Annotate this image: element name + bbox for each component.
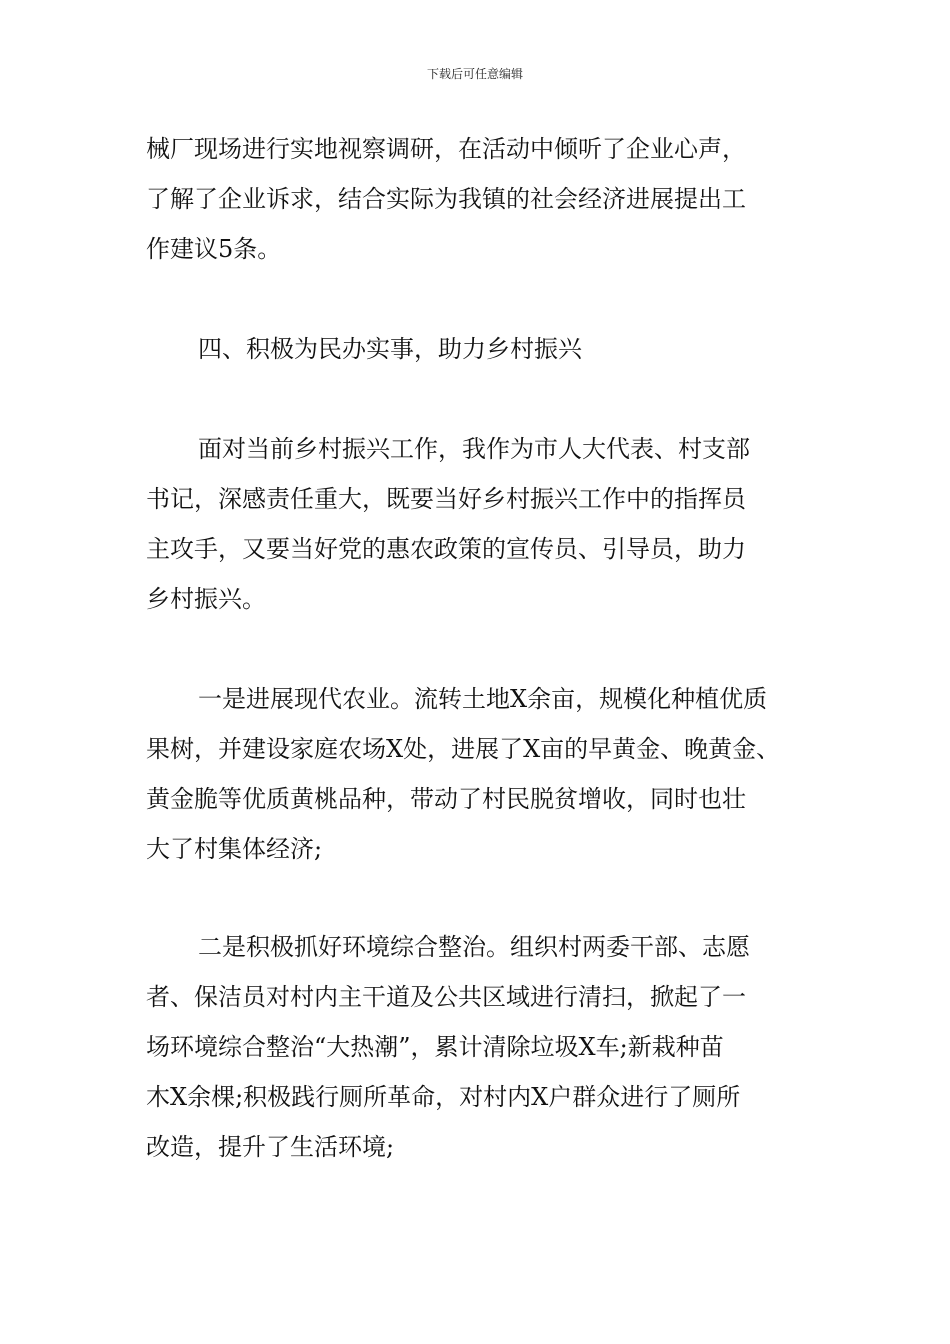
text-line: 作建议5条。 [146, 235, 282, 263]
text-line: 主攻手，又要当好党的惠农政策的宣传员、引导员，助力 [146, 535, 746, 563]
section-heading [146, 324, 846, 374]
page-header: 下载后可任意编辑 [426, 67, 523, 81]
text-line: 者、保洁员对村内主干道及公共区域进行清扫，掀起了一 [146, 983, 746, 1011]
text-line: 木X余棵;积极践行厕所革命，对村内X户群众进行了厕所 [146, 1083, 741, 1111]
text-line: 改造，提升了生活环境; [146, 1133, 395, 1161]
paragraph-environment [146, 922, 846, 1172]
text-line: 二是积极抓好环境综合整治。组织村两委干部、志愿 [198, 933, 750, 961]
heading-line: 四、积极为民办实事，助力乡村振兴 [198, 335, 582, 363]
text-line: 书记，深感责任重大，既要当好乡村振兴工作中的指挥员 [146, 485, 746, 513]
text-line: 果树，并建设家庭农场X处，进展了X亩的早黄金、晚黄金、 [146, 735, 781, 763]
paragraph-continuation [146, 124, 846, 274]
text-line: 械厂现场进行实地视察调研，在活动中倾听了企业心声， [146, 135, 746, 163]
text-line: 面对当前乡村振兴工作，我作为市人大代表、村支部 [198, 435, 750, 463]
paragraph-intro [146, 424, 846, 624]
text-line: 场环境综合整治“大热潮”，累计清除垃圾X车;新栽种苗 [146, 1033, 724, 1061]
text-line: 大了村集体经济; [146, 835, 323, 863]
text-line: 乡村振兴。 [146, 585, 266, 613]
text-line: 一是进展现代农业。流转土地X余亩，规模化种植优质 [198, 685, 768, 713]
text-line: 黄金脆等优质黄桃品种，带动了村民脱贫增收，同时也壮 [146, 785, 746, 813]
paragraph-agriculture [146, 674, 846, 874]
text-line: 了解了企业诉求，结合实际为我镇的社会经济进展提出工 [146, 185, 746, 213]
